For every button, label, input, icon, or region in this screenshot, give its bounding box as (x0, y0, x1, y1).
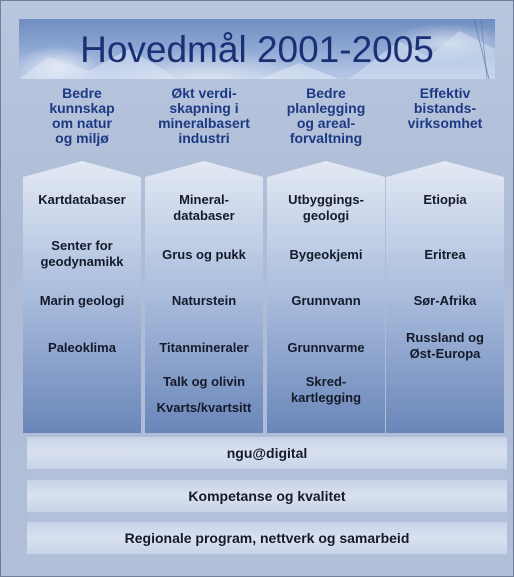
divider (27, 512, 507, 522)
arrow-column-3 (267, 161, 385, 433)
item-talk-og-olivin: Talk og olivin (162, 374, 246, 389)
item-naturstein: Naturstein (171, 293, 237, 308)
column-heading-3: Bedre planlegging og areal- forvaltning (286, 85, 366, 146)
page-title: Hovedmål 2001-2005 (80, 29, 434, 70)
column-heading-4: Effektiv bistands- virksomhet (407, 85, 483, 131)
item-marin-geologi: Marin geologi (39, 293, 125, 308)
item-russland-og-ost-europa: Russland og Øst-Europa (405, 330, 484, 361)
item-mineraldatabaser: Mineral- databaser (173, 192, 235, 223)
item-sor-afrika: Sør-Afrika (413, 293, 477, 308)
item-grus-og-pukk: Grus og pukk (162, 247, 246, 262)
item-kartdatabaser: Kartdatabaser (38, 192, 126, 207)
column-heading-2: Økt verdi- skapning i mineralbasert industri (158, 85, 250, 146)
item-grunnvann: Grunnvann (291, 293, 361, 308)
item-kvarts-kvartsitt: Kvarts/kvartsitt (156, 400, 252, 415)
column-heading-1: Bedre kunnskap om natur og miljø (49, 85, 115, 146)
bar-ngu-digital: ngu@digital (27, 437, 507, 469)
item-eritrea: Eritrea (424, 247, 466, 262)
item-etiopia: Etiopia (423, 192, 467, 207)
item-paleoklima: Paleoklima (48, 340, 116, 355)
arrow-column-2 (145, 161, 263, 433)
item-bygeokjemi: Bygeokjemi (289, 247, 363, 262)
bar-kompetanse-og-kvalitet: Kompetanse og kvalitet (27, 480, 507, 512)
item-utbyggingsgeologi: Utbyggings- geologi (288, 192, 364, 223)
item-senter-for-geodynamikk: Senter for geodynamikk (40, 238, 124, 269)
bar-regionale-program: Regionale program, nettverk og samarbeid (27, 522, 507, 554)
item-skredkartlegging: Skred- kartlegging (290, 374, 362, 405)
title-banner (19, 19, 495, 79)
arrow-column-1 (23, 161, 141, 433)
item-grunnvarme: Grunnvarme (287, 340, 365, 355)
arrow-column-4 (386, 161, 504, 433)
divider (27, 469, 507, 479)
item-titanmineraler: Titanmineraler (159, 340, 249, 355)
